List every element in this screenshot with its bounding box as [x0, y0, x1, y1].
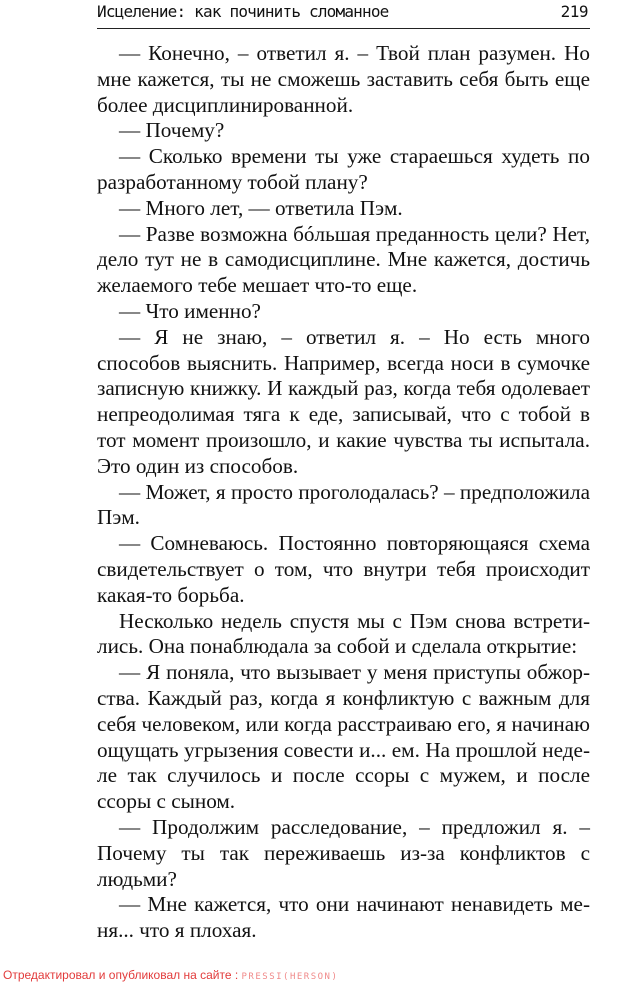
paragraph: — Я поняла, что вызывает у меня приступы обжорства. Каждый раз, когда я конфликтую с важным для себя человеком, или когда расстраиваю его, я начинаю ощущать угрызения совести и... ем. На прошлой неделе так случилось и после ссоры с мужем, и после ссоры с сыном.: [97, 660, 590, 814]
body-text: [97, 41, 590, 944]
paragraph: — Много лет, — ответила Пэм.: [119, 195, 403, 220]
credit-text: Отредактировал и опубликовал на сайте :: [3, 968, 242, 982]
running-title: Исцеление: как починить сломанное: [97, 2, 389, 21]
paragraph: — Сколько времени ты уже стараешься худеть по разработанному тобой плану?: [97, 144, 590, 194]
paragraph: — Что именно?: [119, 298, 261, 323]
credit-site-link[interactable]: PRESSI(HERSON): [241, 972, 339, 982]
paragraph: — Мне кажется, что они начинают ненавидеть меня... что я плохая.: [97, 892, 590, 943]
paragraph: Несколько недель спустя мы с Пэм снова встретились. Она понаблюдала за собой и сделала открытие:: [97, 608, 590, 659]
paragraph: — Разве возможна бóльшая преданность цели? Нет, дело тут не в самодисциплине. Мне кажется, достичь желаемого тебе мешает что-то еще.: [97, 221, 590, 298]
page-number: 219: [560, 2, 588, 21]
paragraph: — Я не знаю, – ответил я. – Но есть много способов выяснить. Например, всегда носи в сумочке записную книжку. И каждый раз, когда тебя одолевает непреодолимая тяга к еде, записывай, что с тобой в тот момент произошло, и какие чувства ты испытала. Это один из способов.: [97, 324, 590, 478]
running-header: [97, 0, 590, 29]
footer-credit: [3, 968, 338, 982]
paragraph: — Сомневаюсь. Постоянно повторяющаяся схема свидетельствует о том, что внутри тебя происходит какая-то борьба.: [97, 531, 590, 607]
paragraph: — Конечно, – ответил я. – Твой план разумен. Но мне кажется, ты не сможешь заставить себя быть еще более дисциплинированной.: [97, 41, 590, 117]
paragraph: — Продолжим расследование, – предложил я. – Почему ты так переживаешь из-за конфликтов с людьми?: [97, 814, 590, 891]
paragraph: — Может, я просто проголодалась? – предположила Пэм.: [97, 479, 590, 530]
paragraph: — Почему?: [119, 118, 225, 143]
